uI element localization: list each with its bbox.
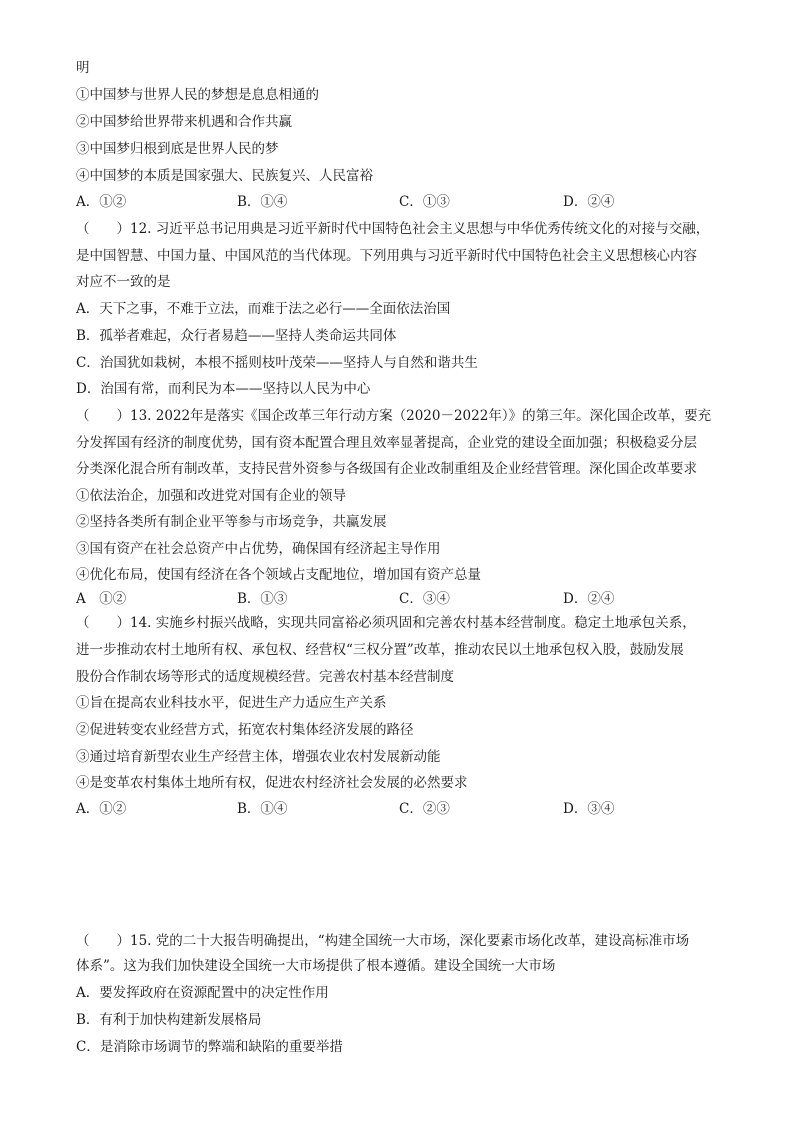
q12-option-a: A．天下之事，不难于立法，而难于法之必行——全面依法治国 xyxy=(76,301,451,317)
q13-stem-line-1: （ ）13. 2022年是落实《国企改革三年行动方案（2020－2022年）》的第三年。深化国企改革，要充 xyxy=(76,408,712,424)
q12-option-b: B．孤举者难起，众行者易趋——坚持人类命运共同体 xyxy=(76,328,397,344)
q15-option-a: A．要发挥政府在资源配置中的决定性作用 xyxy=(76,985,329,1001)
q14-option-c: C．②③ xyxy=(399,801,450,817)
q12-stem-line-1: （ ）12. 习近平总书记用典是习近平新时代中国特色社会主义思想与中华优秀传统文化的对接与交融， xyxy=(76,221,710,237)
q11-option-d: D．②④ xyxy=(563,194,615,210)
q14-option-d: D．③④ xyxy=(563,801,615,817)
q12-option-d: D．治国有常，而利民为本——坚持以人民为中心 xyxy=(76,381,371,397)
q14-statement-2: ②促进转变农业经营方式，拓宽农村集体经济发展的路径 xyxy=(76,722,414,738)
q15-stem-line-1: （ ）15. 党的二十大报告明确提出，“构建全国统一大市场，深化要素市场化改革，建设高标准市场 xyxy=(76,933,690,949)
q11-option-c: C．①③ xyxy=(399,194,450,210)
q13-statement-3: ③国有资产在社会总资产中占优势，确保国有经济起主导作用 xyxy=(76,541,441,557)
q15-option-c: C．是消除市场调节的弊端和缺陷的重要举措 xyxy=(76,1039,343,1055)
q11-option-a: A．①② xyxy=(76,194,127,210)
q13-option-c: C．③④ xyxy=(399,591,450,607)
q13-statement-4: ④优化布局，使国有经济在各个领域占支配地位，增加国有资产总量 xyxy=(76,567,481,583)
q11-option-b: B．①④ xyxy=(237,194,288,210)
q14-statement-3: ③通过培育新型农业生产经营主体，增强农业农村发展新动能 xyxy=(76,749,441,765)
q11-statement-3: ③中国梦归根到底是世界人民的梦 xyxy=(76,141,279,157)
q15-option-b: B．有利于加快构建新发展格局 xyxy=(76,1012,262,1028)
q14-statement-4: ④是变革农村集体土地所有权，促进农村经济社会发展的必然要求 xyxy=(76,775,468,791)
q13-option-b: B．①③ xyxy=(237,591,288,607)
q11-statement-4: ④中国梦的本质是国家强大、民族复兴、人民富裕 xyxy=(76,168,373,184)
q14-stem-line-1: （ ）14. 实施乡村振兴战略，实现共同富裕必须巩固和完善农村基本经营制度。稳定土地承包关系， xyxy=(76,615,696,631)
q11-statement-1: ①中国梦与世界人民的梦想是息息相通的 xyxy=(76,87,319,103)
q14-option-b: B．①④ xyxy=(237,801,288,817)
q15-stem-line-2: 体系”。这为我们加快建设全国统一大市场提供了根本遵循。建设全国统一大市场 xyxy=(76,958,556,974)
q14-stem-line-2: 进一步推动农村土地所有权、承包权、经营权“三权分置”改革，推动农民以土地承包权入股，鼓励发展 xyxy=(76,642,684,658)
q13-statement-1: ①依法治企，加强和改进党对国有企业的领导 xyxy=(76,488,346,504)
q13-stem-line-2: 分发挥国有经济的制度优势，国有资本配置合理且效率显著提高，企业党的建设全面加强；积极稳妥分层 xyxy=(76,435,697,451)
q12-stem-line-2: 是中国智慧、中国力量、中国风范的当代体现。下列用典与习近平新时代中国特色社会主义思想核心内容 xyxy=(76,248,697,264)
q14-option-a: A．①② xyxy=(76,801,127,817)
q13-option-d: D．②④ xyxy=(563,591,615,607)
q14-statement-1: ①旨在提高农业科技水平，促进生产力适应生产关系 xyxy=(76,695,387,711)
q12-stem-line-3: 对应不一致的是 xyxy=(76,274,171,290)
q11-statement-2: ②中国梦给世界带来机遇和合作共赢 xyxy=(76,114,292,130)
q14-stem-line-3: 股份合作制农场等形式的适度规模经营。完善农村基本经营制度 xyxy=(76,669,454,685)
q13-statement-2: ②坚持各类所有制企业平等参与市场竞争，共赢发展 xyxy=(76,514,387,530)
q13-stem-line-3: 分类深化混合所有制改革，支持民营外资参与各级国有企业改制重组及企业经营管理。深化国企改革要求 xyxy=(76,461,697,477)
q12-option-c: C．治国犹如栽树，本根不摇则枝叶茂荣——坚持人与自然和谐共生 xyxy=(76,355,478,371)
q11-stem-continuation: 明 xyxy=(76,60,90,76)
q13-option-a: A ①② xyxy=(76,591,127,607)
